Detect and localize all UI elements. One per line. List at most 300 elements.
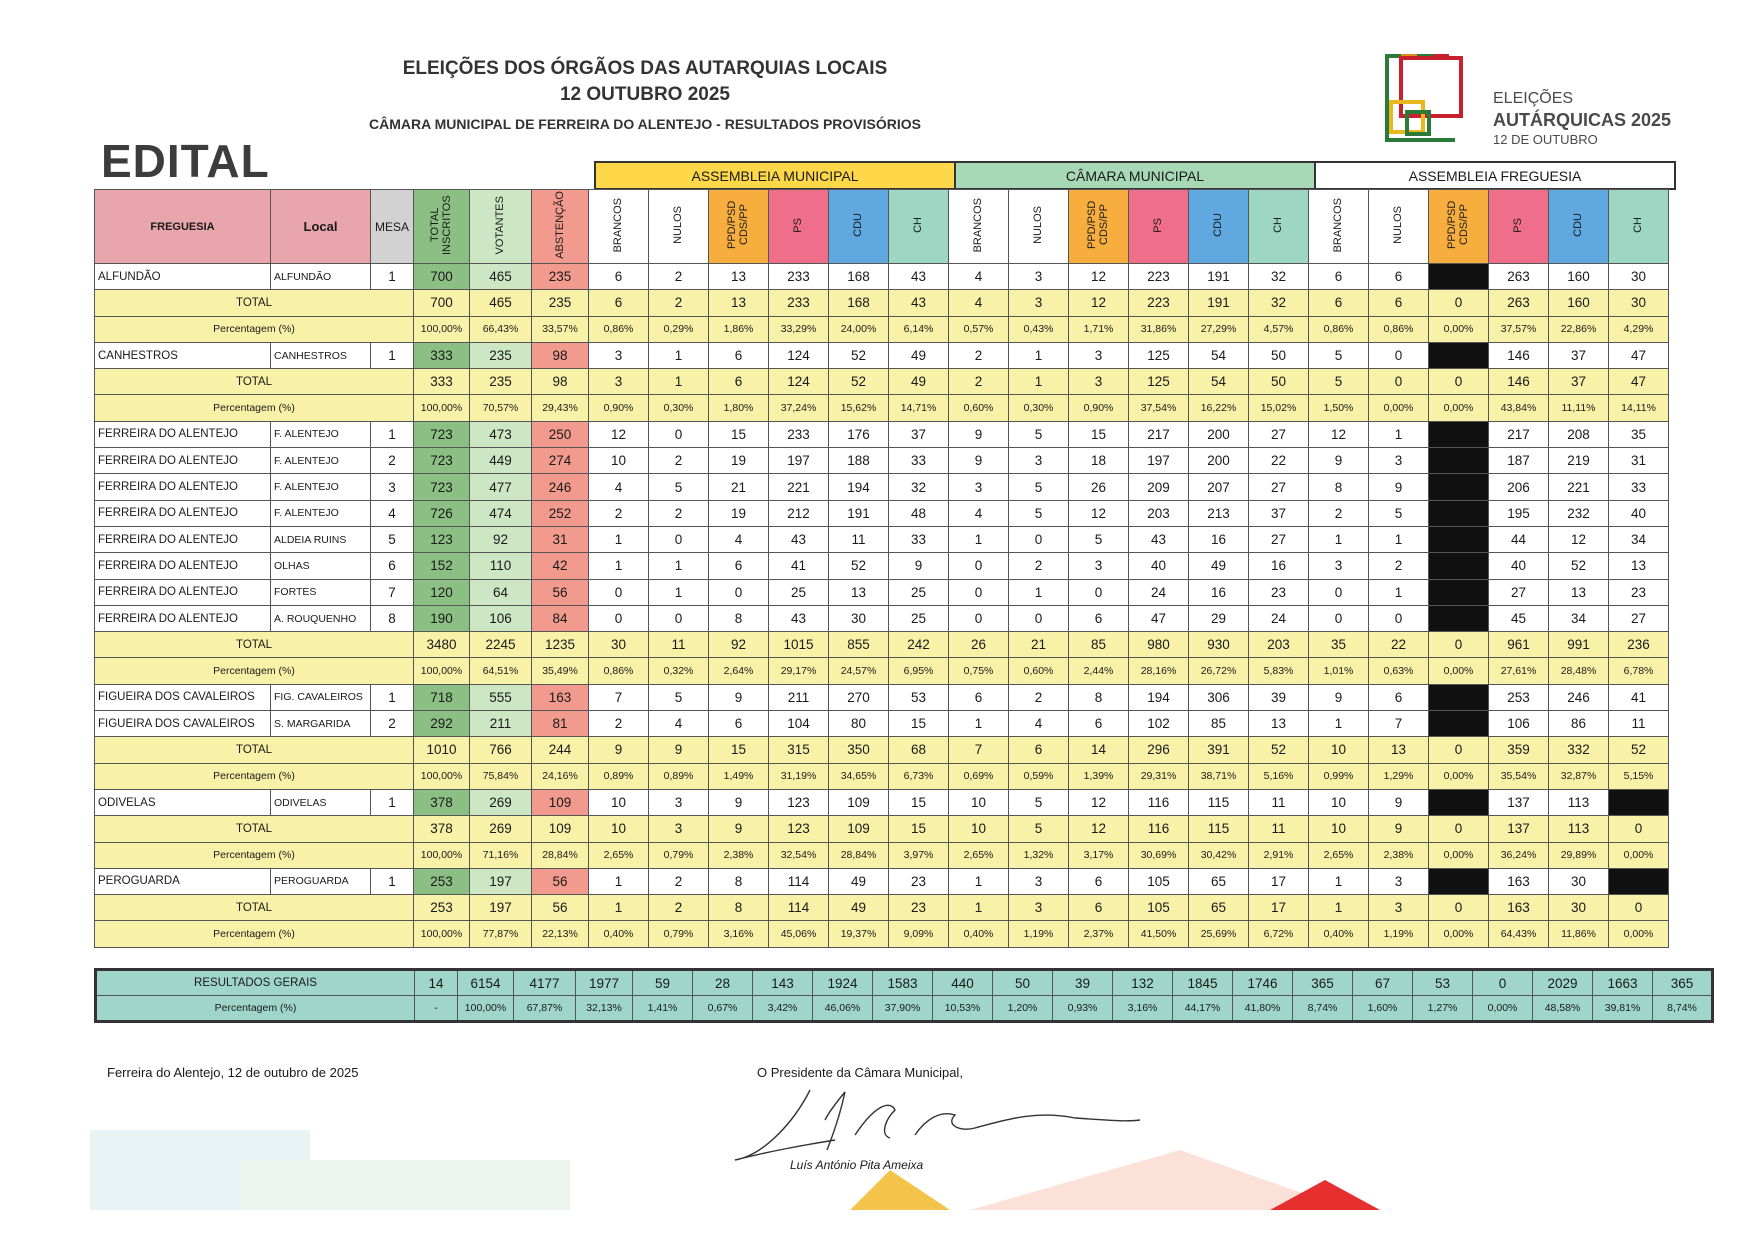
percentage-label: Percentagem (%) xyxy=(95,763,414,789)
cell-value: 32,87% xyxy=(1549,763,1609,789)
cell-value: 232 xyxy=(1549,500,1609,526)
cell-value: 152 xyxy=(414,553,470,579)
cell-value: 4 xyxy=(709,526,769,552)
cell-value: 0 xyxy=(1309,579,1369,605)
cell-value: 263 xyxy=(1489,264,1549,290)
cell-value: 70,57% xyxy=(470,395,532,421)
cell-value: 3 xyxy=(1069,553,1129,579)
cell-value: 43 xyxy=(889,290,949,316)
cell-value: 3 xyxy=(589,369,649,395)
cell-value: 930 xyxy=(1189,632,1249,658)
cell-value: 24 xyxy=(1249,605,1309,631)
cell-value: 160 xyxy=(1549,290,1609,316)
group-camara-municipal: CÂMARA MUNICIPAL xyxy=(955,162,1315,189)
cell-value: 25 xyxy=(889,579,949,605)
cell-value: 41 xyxy=(769,553,829,579)
cell-value: 44 xyxy=(1489,526,1549,552)
cell-value: 723 xyxy=(414,421,470,447)
cell-value: 71,16% xyxy=(470,842,532,868)
cell-value: 35 xyxy=(1309,632,1369,658)
title-line-1: ELEIÇÕES DOS ÓRGÃOS DAS AUTARQUIAS LOCAIS xyxy=(402,58,888,79)
cell-mesa: 1 xyxy=(371,789,414,815)
cell-value: 378 xyxy=(414,789,470,815)
cell-value: 9 xyxy=(889,553,949,579)
cell-value: 350 xyxy=(829,737,889,763)
cell-local: PEROGUARDA xyxy=(271,868,371,894)
cell-value: 332 xyxy=(1549,737,1609,763)
cell-value: 2 xyxy=(649,290,709,316)
cell-value xyxy=(1609,789,1669,815)
cell-value: 137 xyxy=(1489,789,1549,815)
cell-value: 1 xyxy=(649,553,709,579)
cell-value: 6 xyxy=(1309,264,1369,290)
cell-value: 0,00% xyxy=(1429,842,1489,868)
cell-value: 49 xyxy=(889,369,949,395)
cell-value: 0,60% xyxy=(949,395,1009,421)
general-value: 143 xyxy=(753,970,813,996)
general-pct-value: 100,00% xyxy=(458,996,514,1022)
cell-value: 194 xyxy=(1129,684,1189,710)
cell-value: 2,91% xyxy=(1249,842,1309,868)
cell-value: 6 xyxy=(1069,895,1129,921)
cell-value: 235 xyxy=(532,290,589,316)
cell-value: 4 xyxy=(589,474,649,500)
table-row xyxy=(95,264,1669,290)
total-label: TOTAL xyxy=(95,816,414,842)
cell-value: 1 xyxy=(1369,421,1429,447)
cell-value: 9 xyxy=(1309,448,1369,474)
cell-value: 1,49% xyxy=(709,763,769,789)
cell-value: 203 xyxy=(1129,500,1189,526)
total-row xyxy=(95,369,1669,395)
cell-value: 188 xyxy=(829,448,889,474)
cell-value: 6 xyxy=(1069,605,1129,631)
cell-value: 49 xyxy=(889,342,949,368)
cell-value: 31,19% xyxy=(769,763,829,789)
cell-mesa: 2 xyxy=(371,711,414,737)
cell-value: 1,86% xyxy=(709,316,769,342)
cell-value: 718 xyxy=(414,684,470,710)
cell-value: 25 xyxy=(769,579,829,605)
cell-value: 26 xyxy=(1069,474,1129,500)
cell-value: 0,63% xyxy=(1369,658,1429,684)
cell-value: 109 xyxy=(532,789,589,815)
cell-value: 263 xyxy=(1489,290,1549,316)
cell-value: 14,11% xyxy=(1609,395,1669,421)
cell-value: 0,59% xyxy=(1009,763,1069,789)
general-pct-value: 37,90% xyxy=(873,996,933,1022)
cell-value: 4,29% xyxy=(1609,316,1669,342)
cell-value: 30 xyxy=(1609,264,1669,290)
logo-line-2: AUTÁRQUICAS 2025 xyxy=(1493,110,1672,130)
cell-value: 104 xyxy=(769,711,829,737)
cell-value: 16,22% xyxy=(1189,395,1249,421)
cell-value: 1,29% xyxy=(1369,763,1429,789)
cell-value xyxy=(1429,526,1489,552)
cell-value: 137 xyxy=(1489,816,1549,842)
cell-value: 0 xyxy=(1429,737,1489,763)
cell-value: 5 xyxy=(1009,816,1069,842)
cell-value: 6 xyxy=(1369,264,1429,290)
cell-value: 2 xyxy=(649,448,709,474)
cell-value xyxy=(1429,264,1489,290)
cell-value: 8 xyxy=(1309,474,1369,500)
cell-value: 9 xyxy=(709,684,769,710)
cell-value: 0,60% xyxy=(1009,658,1069,684)
cell-value: 0 xyxy=(1429,369,1489,395)
cell-freguesia: FERREIRA DO ALENTEJO xyxy=(95,526,271,552)
cell-value: 766 xyxy=(470,737,532,763)
af-col-ppd: PPD/PSD CDS/PP xyxy=(1429,190,1489,264)
cell-value: 77,87% xyxy=(470,921,532,947)
cell-value: 11,11% xyxy=(1549,395,1609,421)
cell-value: 0 xyxy=(1369,342,1429,368)
general-pct-value: 44,17% xyxy=(1173,996,1233,1022)
cell-value: 9 xyxy=(1309,684,1369,710)
cell-value: 14,71% xyxy=(889,395,949,421)
cell-value: 0 xyxy=(1429,895,1489,921)
cell-value xyxy=(1429,500,1489,526)
cell-value: 250 xyxy=(532,421,589,447)
cell-value xyxy=(1429,448,1489,474)
cell-value: 3 xyxy=(1069,369,1129,395)
cell-value: 474 xyxy=(470,500,532,526)
cell-value: 2,38% xyxy=(1369,842,1429,868)
cell-value: 1,80% xyxy=(709,395,769,421)
cell-value: 5 xyxy=(1309,369,1369,395)
cell-value: 36,24% xyxy=(1489,842,1549,868)
general-pct-value: 1,60% xyxy=(1353,996,1413,1022)
cell-value: 3 xyxy=(1309,553,1369,579)
cell-value: 49 xyxy=(829,895,889,921)
cell-local: FIG. CAVALEIROS xyxy=(271,684,371,710)
cell-value: 5,83% xyxy=(1249,658,1309,684)
col-abstencao: ABSTENÇÃO xyxy=(532,190,589,264)
cell-value: 1,50% xyxy=(1309,395,1369,421)
cell-value xyxy=(1609,868,1669,894)
general-pct-value: 48,58% xyxy=(1533,996,1593,1022)
cell-value: 0,40% xyxy=(1309,921,1369,947)
cell-value: 246 xyxy=(1549,684,1609,710)
cell-value: 0,89% xyxy=(589,763,649,789)
cell-value: 98 xyxy=(532,342,589,368)
cell-freguesia: FERREIRA DO ALENTEJO xyxy=(95,448,271,474)
cell-value: 9,09% xyxy=(889,921,949,947)
general-pct-value: 10,53% xyxy=(933,996,993,1022)
cell-mesa: 6 xyxy=(371,553,414,579)
cell-value: 3 xyxy=(1369,868,1429,894)
table-row xyxy=(95,500,1669,526)
cell-value xyxy=(1429,711,1489,737)
cell-value: 3 xyxy=(1009,868,1069,894)
cell-value: 8 xyxy=(709,868,769,894)
cell-mesa: 2 xyxy=(371,448,414,474)
cell-value: 12 xyxy=(1069,789,1129,815)
cell-local: OLHAS xyxy=(271,553,371,579)
cell-value: 0,00% xyxy=(1369,395,1429,421)
cell-value: 2,64% xyxy=(709,658,769,684)
cell-value: 723 xyxy=(414,474,470,500)
cell-value: 217 xyxy=(1489,421,1549,447)
am-col-ps: PS xyxy=(769,190,829,264)
cell-value: 13 xyxy=(1549,579,1609,605)
cell-local: ODIVELAS xyxy=(271,789,371,815)
cell-value: 6 xyxy=(1069,868,1129,894)
general-pct-value: 39,81% xyxy=(1593,996,1653,1022)
cell-value: 5 xyxy=(1369,500,1429,526)
percentage-row xyxy=(95,842,1669,868)
general-value: 1583 xyxy=(873,970,933,996)
cell-value: 4 xyxy=(949,264,1009,290)
cell-value: 29 xyxy=(1189,605,1249,631)
cell-value: 105 xyxy=(1129,895,1189,921)
cell-value: 11 xyxy=(649,632,709,658)
cell-value: 2,65% xyxy=(589,842,649,868)
cell-value: 45 xyxy=(1489,605,1549,631)
cell-value: 0,00% xyxy=(1609,842,1669,868)
cell-value: 209 xyxy=(1129,474,1189,500)
cell-value: 100,00% xyxy=(414,763,470,789)
cell-value: 0,89% xyxy=(649,763,709,789)
cell-value: 52 xyxy=(1549,553,1609,579)
cell-value: 31,86% xyxy=(1129,316,1189,342)
cell-value: 2,65% xyxy=(1309,842,1369,868)
cell-value: 115 xyxy=(1189,816,1249,842)
cell-value: 9 xyxy=(1369,789,1429,815)
cell-value: 24 xyxy=(1129,579,1189,605)
total-label: TOTAL xyxy=(95,737,414,763)
cell-value: 0 xyxy=(1429,632,1489,658)
general-pct-value: 1,27% xyxy=(1413,996,1473,1022)
footer-date: Ferreira do Alentejo, 12 de outubro de 2025 xyxy=(107,1065,359,1080)
cell-value: 29,89% xyxy=(1549,842,1609,868)
cell-value: 15 xyxy=(889,816,949,842)
cell-value: 68 xyxy=(889,737,949,763)
cell-value: 22 xyxy=(1369,632,1429,658)
cell-value: 221 xyxy=(1549,474,1609,500)
table-row xyxy=(95,711,1669,737)
cell-value: 27,61% xyxy=(1489,658,1549,684)
af-col-ch: CH xyxy=(1609,190,1669,264)
cell-value: 2245 xyxy=(470,632,532,658)
cell-mesa: 7 xyxy=(371,579,414,605)
title-date: 12 OUTUBRO 2025 xyxy=(559,84,730,105)
general-value: 2029 xyxy=(1533,970,1593,996)
title-subtitle: CÂMARA MUNICIPAL DE FERREIRA DO ALENTEJO - RESULTADOS PROVISÓRIOS xyxy=(369,116,921,132)
af-col-ps: PS xyxy=(1489,190,1549,264)
table-row xyxy=(95,684,1669,710)
cell-value: 25 xyxy=(889,605,949,631)
cell-value: 5,16% xyxy=(1249,763,1309,789)
total-row xyxy=(95,632,1669,658)
cell-value: 5 xyxy=(1009,474,1069,500)
cell-value: 32,54% xyxy=(769,842,829,868)
cell-value: 11 xyxy=(1609,711,1669,737)
cell-value: 3,17% xyxy=(1069,842,1129,868)
cell-value: 2 xyxy=(949,342,1009,368)
cell-value: 0,86% xyxy=(1369,316,1429,342)
elections-logo xyxy=(1385,54,1675,146)
cell-value: 24,57% xyxy=(829,658,889,684)
cell-value: 41,50% xyxy=(1129,921,1189,947)
cell-value: 100,00% xyxy=(414,921,470,947)
cell-value xyxy=(1429,474,1489,500)
cell-value: 6 xyxy=(1369,684,1429,710)
cell-value: 15 xyxy=(709,737,769,763)
cell-value: 43 xyxy=(769,526,829,552)
cell-value: 13 xyxy=(1249,711,1309,737)
cell-value: 92 xyxy=(470,526,532,552)
cell-value: 9 xyxy=(949,448,1009,474)
cell-value: 6,95% xyxy=(889,658,949,684)
cell-value xyxy=(1429,789,1489,815)
cell-value: 92 xyxy=(709,632,769,658)
cell-value: 7 xyxy=(1369,711,1429,737)
cell-value: 106 xyxy=(470,605,532,631)
cell-value: 3,16% xyxy=(709,921,769,947)
cell-value: 0,00% xyxy=(1609,921,1669,947)
cell-value: 146 xyxy=(1489,369,1549,395)
cell-value: 197 xyxy=(769,448,829,474)
cell-value: 29,17% xyxy=(769,658,829,684)
group-header-table xyxy=(594,161,1676,190)
logo-line-1: ELEIÇÕES xyxy=(1493,90,1574,107)
cell-local: S. MARGARIDA xyxy=(271,711,371,737)
cell-value: 206 xyxy=(1489,474,1549,500)
cell-freguesia: FERREIRA DO ALENTEJO xyxy=(95,605,271,631)
cell-value: 10 xyxy=(589,816,649,842)
table-row xyxy=(95,526,1669,552)
cell-value: 1 xyxy=(1309,711,1369,737)
footer-signatory-name: Luís António Pita Ameixa xyxy=(790,1158,924,1172)
cell-value: 11,86% xyxy=(1549,921,1609,947)
am-col-brancos: BRANCOS xyxy=(589,190,649,264)
cell-mesa: 1 xyxy=(371,264,414,290)
cell-value: 0,79% xyxy=(649,921,709,947)
cell-value: 1,19% xyxy=(1009,921,1069,947)
cell-value xyxy=(1429,553,1489,579)
cell-value: 12 xyxy=(1069,500,1129,526)
cell-value: 197 xyxy=(470,868,532,894)
cell-value: 9 xyxy=(1369,816,1429,842)
cell-value: 85 xyxy=(1069,632,1129,658)
cell-freguesia: PEROGUARDA xyxy=(95,868,271,894)
cell-local: F. ALENTEJO xyxy=(271,448,371,474)
cell-value: 1010 xyxy=(414,737,470,763)
cell-value: 81 xyxy=(532,711,589,737)
cell-value: 5,15% xyxy=(1609,763,1669,789)
cell-value: 269 xyxy=(470,789,532,815)
cell-value: 1 xyxy=(1309,895,1369,921)
edital-heading: EDITAL xyxy=(101,135,270,187)
cell-value: 191 xyxy=(1189,290,1249,316)
cell-value: 34 xyxy=(1549,605,1609,631)
cell-value: 211 xyxy=(769,684,829,710)
cell-value: 378 xyxy=(414,816,470,842)
general-pct-label: Percentagem (%) xyxy=(96,996,415,1022)
cell-value: 100,00% xyxy=(414,395,470,421)
general-pct-value: 3,16% xyxy=(1113,996,1173,1022)
cell-value: 15 xyxy=(1069,421,1129,447)
cell-value: 0,90% xyxy=(589,395,649,421)
cell-value: 116 xyxy=(1129,789,1189,815)
cell-value: 4 xyxy=(1009,711,1069,737)
cell-value: 12 xyxy=(1069,816,1129,842)
cell-value: 27 xyxy=(1489,579,1549,605)
cell-value: 125 xyxy=(1129,369,1189,395)
cell-local: CANHESTROS xyxy=(271,342,371,368)
cell-value: 2 xyxy=(649,500,709,526)
cell-value: 176 xyxy=(829,421,889,447)
cell-value: 700 xyxy=(414,264,470,290)
cell-value: 114 xyxy=(769,868,829,894)
cell-value: 207 xyxy=(1189,474,1249,500)
cell-value: 3 xyxy=(1009,895,1069,921)
cell-value: 29,31% xyxy=(1129,763,1189,789)
cell-value: 35,54% xyxy=(1489,763,1549,789)
general-pct-value: 0,00% xyxy=(1473,996,1533,1022)
cell-value: 292 xyxy=(414,711,470,737)
cell-value: 123 xyxy=(769,789,829,815)
cell-value: 13 xyxy=(1369,737,1429,763)
cell-freguesia: FERREIRA DO ALENTEJO xyxy=(95,421,271,447)
cell-value: 80 xyxy=(829,711,889,737)
cell-value: 19,37% xyxy=(829,921,889,947)
cell-value: 6 xyxy=(709,553,769,579)
cell-value: 163 xyxy=(1489,868,1549,894)
cell-value: 3,97% xyxy=(889,842,949,868)
cell-value: 7 xyxy=(949,737,1009,763)
cell-value: 473 xyxy=(470,421,532,447)
cell-value: 3 xyxy=(589,342,649,368)
cell-value: 0 xyxy=(649,526,709,552)
cell-value: 296 xyxy=(1129,737,1189,763)
cell-value: 18 xyxy=(1069,448,1129,474)
cell-value: 9 xyxy=(589,737,649,763)
cell-value: 0 xyxy=(1429,290,1489,316)
cell-value: 16 xyxy=(1189,579,1249,605)
cell-value: 6,72% xyxy=(1249,921,1309,947)
general-pct-value: 1,20% xyxy=(993,996,1053,1022)
cell-value: 100,00% xyxy=(414,316,470,342)
cell-value: 37,57% xyxy=(1489,316,1549,342)
cm-col-cdu: CDU xyxy=(1189,190,1249,264)
general-label: RESULTADOS GERAIS xyxy=(96,970,415,996)
percentage-row xyxy=(95,921,1669,947)
cell-value: 168 xyxy=(829,290,889,316)
elections-logo-icon xyxy=(1385,54,1485,146)
cell-value: 0 xyxy=(1309,605,1369,631)
cell-value: 6 xyxy=(949,684,1009,710)
cell-value: 38,71% xyxy=(1189,763,1249,789)
cell-value: 33 xyxy=(889,526,949,552)
cell-value: 0,30% xyxy=(649,395,709,421)
cell-value: 65 xyxy=(1189,868,1249,894)
table-row xyxy=(95,421,1669,447)
cell-value: 2 xyxy=(649,264,709,290)
cell-value: 41 xyxy=(1609,684,1669,710)
cell-value: 24,00% xyxy=(829,316,889,342)
cell-value: 855 xyxy=(829,632,889,658)
cell-value: 53 xyxy=(889,684,949,710)
cell-value: 195 xyxy=(1489,500,1549,526)
cell-value: 2,38% xyxy=(709,842,769,868)
cell-value: 2,65% xyxy=(949,842,1009,868)
cell-value: 102 xyxy=(1129,711,1189,737)
percentage-label: Percentagem (%) xyxy=(95,921,414,947)
cell-value: 2 xyxy=(649,895,709,921)
cell-value: 242 xyxy=(889,632,949,658)
